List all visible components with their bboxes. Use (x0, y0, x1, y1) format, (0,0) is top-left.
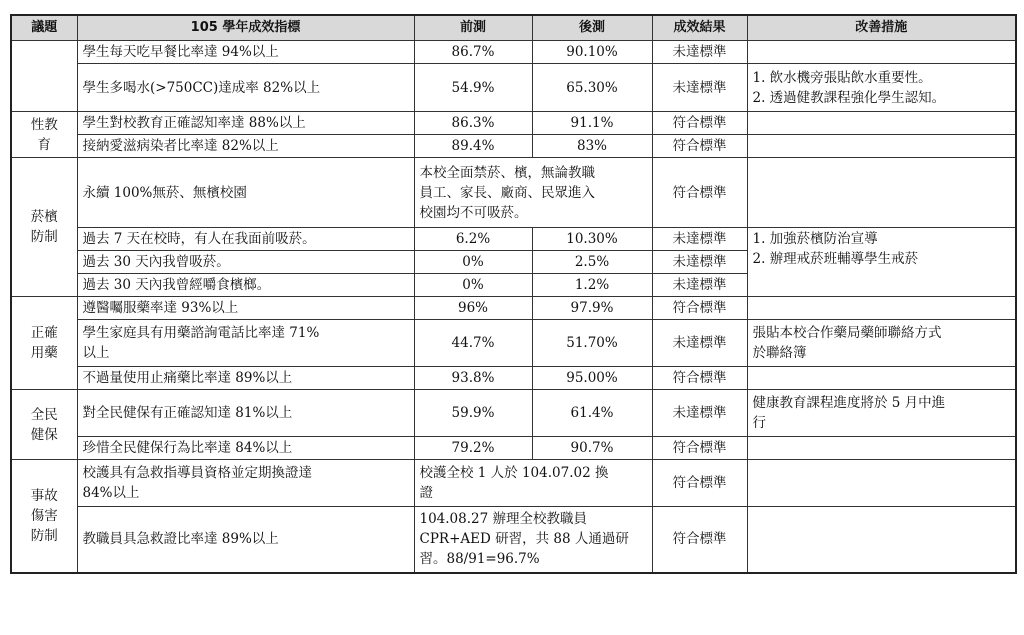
indicator-cell: 學生每天吃早餐比率達 94%以上 (77, 41, 414, 64)
result-cell: 符合標準 (652, 158, 747, 228)
table-row (11, 41, 1016, 64)
indicator-cell: 學生對校教育正確認知率達 88%以上 (77, 112, 414, 135)
table-row (11, 320, 1016, 367)
posttest-cell: 95.00% (532, 367, 652, 390)
improvement-item: 1. 飲水機旁張貼飲水重要性。 (752, 69, 932, 86)
indicator-cell: 過去 30 天內我曾經嚼食檳榔。 (77, 274, 414, 297)
table-row (11, 64, 1016, 112)
table-row (11, 297, 1016, 320)
improvement-cell (747, 228, 1016, 297)
indicator-cell: 對全民健保有正確認知達 81%以上 (77, 390, 414, 437)
topic-cell-tobacco-betel: 菸檳 防制 (11, 158, 77, 297)
improvement-cell (747, 437, 1016, 460)
indicator-cell: 教職員具急救證比率達 89%以上 (77, 507, 414, 573)
table-row (11, 228, 1016, 251)
improvement-item: 2. 透過健教課程強化學生認知。 (752, 89, 946, 106)
improvement-cell (747, 41, 1016, 64)
pretest-cell: 6.2% (414, 228, 532, 251)
pretest-cell: 96% (414, 297, 532, 320)
indicator-cell: 過去 30 天內我曾吸菸。 (77, 251, 414, 274)
indicator-cell: 校護具有急救指導員資格並定期換證達 84%以上 (77, 460, 414, 507)
header-posttest: 後測 (532, 15, 652, 41)
result-cell: 未達標準 (652, 228, 747, 251)
result-cell: 符合標準 (652, 367, 747, 390)
result-cell: 符合標準 (652, 112, 747, 135)
improvement-cell (747, 112, 1016, 135)
pretest-cell: 54.9% (414, 64, 532, 112)
header-topic: 議題 (11, 15, 77, 41)
topic-cell-health-insurance: 全民 健保 (11, 390, 77, 460)
improvement-item: 1. 加強菸檳防治宣導 (752, 231, 878, 247)
pretest-posttest-merged-cell: 本校全面禁菸、檳，無論教職 員工、家長、廠商、民眾進入 校園均不可吸菸。 (414, 158, 652, 228)
improvement-item: 2. 辦理戒菸班輔導學生戒菸 (752, 251, 919, 267)
posttest-cell: 2.5% (532, 251, 652, 274)
header-pretest: 前測 (414, 15, 532, 41)
header-improvement: 改善措施 (747, 15, 1016, 41)
result-cell: 符合標準 (652, 507, 747, 573)
indicator-cell: 珍惜全民健保行為比率達 84%以上 (77, 437, 414, 460)
improvement-cell (747, 460, 1016, 507)
table-row (11, 367, 1016, 390)
pretest-cell: 59.9% (414, 390, 532, 437)
header-row (11, 15, 1016, 41)
indicator-cell: 接納愛滋病染者比率達 82%以上 (77, 135, 414, 158)
posttest-cell: 10.30% (532, 228, 652, 251)
posttest-cell: 51.70% (532, 320, 652, 367)
posttest-cell: 97.9% (532, 297, 652, 320)
health-indicator-table-wrapper (10, 14, 1015, 574)
topic-cell-sex-education: 性教 育 (11, 112, 77, 158)
result-cell: 符合標準 (652, 135, 747, 158)
header-indicator: 105 學年成效指標 (77, 15, 414, 41)
pretest-cell: 0% (414, 274, 532, 297)
table-row (11, 135, 1016, 158)
pretest-cell: 86.3% (414, 112, 532, 135)
pretest-cell: 89.4% (414, 135, 532, 158)
topic-cell-injury-prevention: 事故 傷害 防制 (11, 460, 77, 573)
pretest-cell: 44.7% (414, 320, 532, 367)
improvement-cell (747, 507, 1016, 573)
improvement-cell (747, 367, 1016, 390)
topic-cell-medication: 正確 用藥 (11, 297, 77, 390)
result-cell: 未達標準 (652, 41, 747, 64)
result-cell: 符合標準 (652, 297, 747, 320)
posttest-cell: 61.4% (532, 390, 652, 437)
improvement-cell: 張貼本校合作藥局藥師聯絡方式 於聯絡簿 (747, 320, 1016, 367)
table-row (11, 437, 1016, 460)
header-result: 成效結果 (652, 15, 747, 41)
posttest-cell: 91.1% (532, 112, 652, 135)
pretest-cell: 0% (414, 251, 532, 274)
improvement-cell (747, 158, 1016, 228)
posttest-cell: 90.7% (532, 437, 652, 460)
improvement-cell (747, 135, 1016, 158)
result-cell: 未達標準 (652, 274, 747, 297)
result-cell: 未達標準 (652, 390, 747, 437)
result-cell: 未達標準 (652, 320, 747, 367)
table-row (11, 507, 1016, 573)
topic-cell-empty (11, 41, 77, 112)
health-indicator-table (10, 14, 1017, 574)
table-row (11, 112, 1016, 135)
indicator-cell: 不過量使用止痛藥比率達 89%以上 (77, 367, 414, 390)
posttest-cell: 1.2% (532, 274, 652, 297)
table-row (11, 158, 1016, 228)
result-cell: 未達標準 (652, 64, 747, 112)
result-cell: 未達標準 (652, 251, 747, 274)
improvement-cell (747, 64, 1016, 112)
posttest-cell: 83% (532, 135, 652, 158)
improvement-cell (747, 297, 1016, 320)
result-cell: 符合標準 (652, 460, 747, 507)
result-cell: 符合標準 (652, 437, 747, 460)
indicator-cell: 遵醫囑服藥率達 93%以上 (77, 297, 414, 320)
indicator-cell: 永續 100%無菸、無檳校園 (77, 158, 414, 228)
indicator-cell: 學生多喝水(>750CC)達成率 82%以上 (77, 64, 414, 112)
improvement-cell: 健康教育課程進度將於 5 月中進 行 (747, 390, 1016, 437)
pretest-posttest-merged-cell: 校護全校 1 人於 104.07.02 換 證 (414, 460, 652, 507)
posttest-cell: 65.30% (532, 64, 652, 112)
table-row (11, 390, 1016, 437)
table-row (11, 460, 1016, 507)
pretest-cell: 86.7% (414, 41, 532, 64)
indicator-cell: 學生家庭具有用藥諮詢電話比率達 71% 以上 (77, 320, 414, 367)
pretest-cell: 79.2% (414, 437, 532, 460)
posttest-cell: 90.10% (532, 41, 652, 64)
indicator-cell: 過去 7 天在校時，有人在我面前吸菸。 (77, 228, 414, 251)
pretest-cell: 93.8% (414, 367, 532, 390)
pretest-posttest-merged-cell: 104.08.27 辦理全校教職員 CPR+AED 研習，共 88 人通過研 習。88/91=96.7% (414, 507, 652, 573)
